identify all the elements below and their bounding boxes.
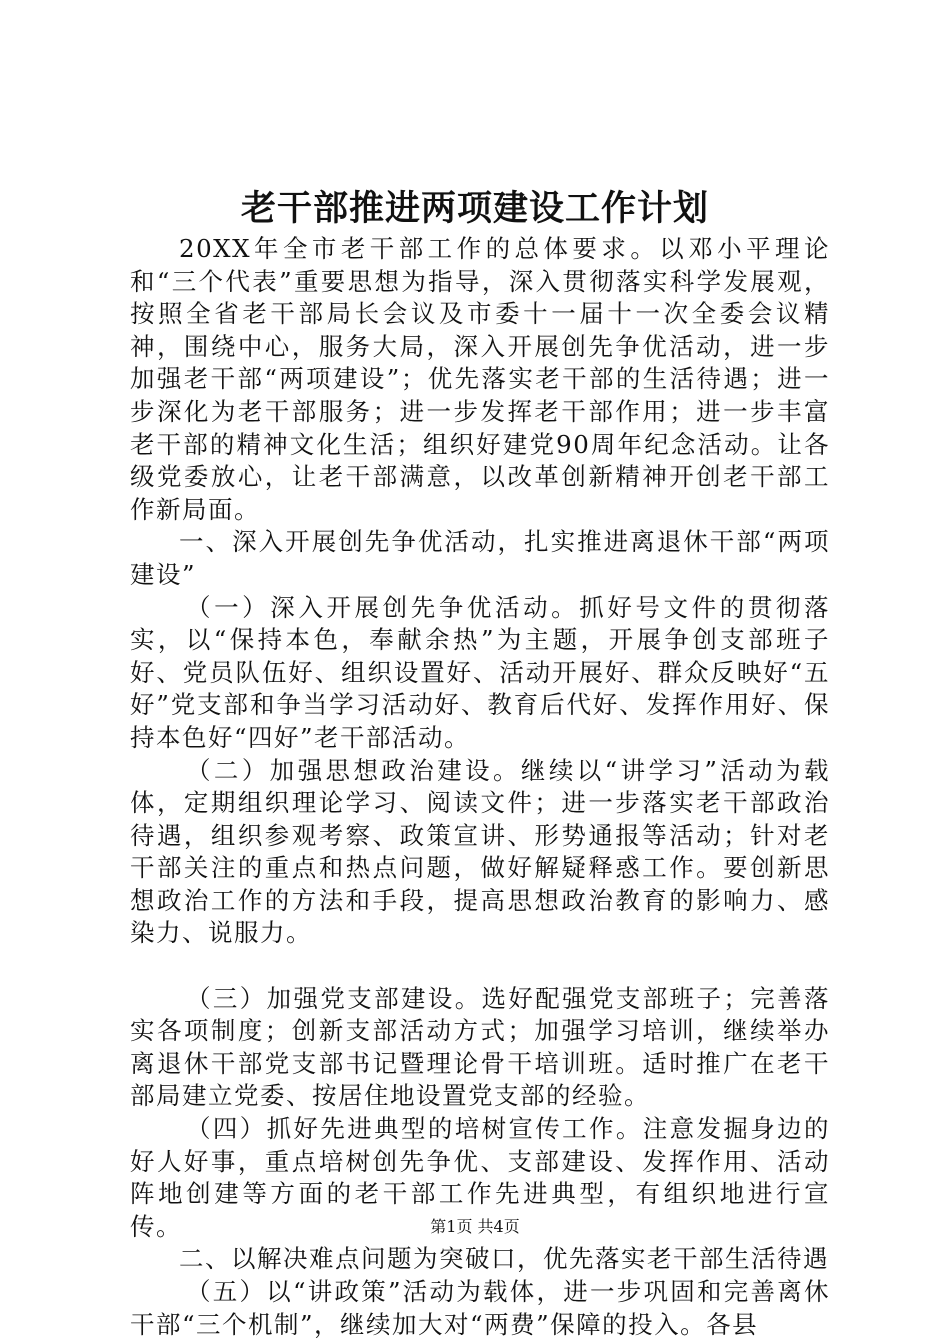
paragraph-gap (130, 950, 830, 983)
paragraph-intro: 20XX年全市老干部工作的总体要求。以邓小平理论和“三个代表”重要思想为指导，深入贯彻落实科学发展观，按照全省老干部局长会议及市委十一届十一次全委会议精神，围绕中心，服务大局，深入开展创先争优活动，进一步加强老干部“两项建设”；优先落实老干部的生活待遇；进一步深化为老干部服务；进一步发挥老干部作用；进一步丰富老干部的精神文化生活；组织好建党90周年纪念活动。让各级党委放心，让老干部满意，以改革创新精神开创老干部工作新局面。 (130, 234, 830, 524)
section-heading-1: 一、深入开展创先争优活动，扎实推进离退休干部“两项建设” (130, 527, 830, 589)
paragraph-item-5: （五）以“讲政策”活动为载体，进一步巩固和完善离休干部“三个机制”，继续加大对“两费”保障的投入。各县 (130, 1277, 830, 1339)
paragraph-item-4: （四）抓好先进典型的培树宣传工作。注意发掘身边的好人好事，重点培树创先争优、支部建设、发挥作用、活动阵地创建等方面的老干部工作先进典型，有组织地进行宣传。 (130, 1114, 830, 1241)
paragraph-item-3: （三）加强党支部建设。选好配强党支部班子；完善落实各项制度；创新支部活动方式；加强学习培训，继续举办离退休干部党支部书记暨理论骨干培训班。适时推广在老干部局建立党委、按居住地设置党支部的经验。 (130, 983, 830, 1111)
document-body (130, 233, 830, 1341)
paragraph-item-1: （一）深入开展创先争优活动。抓好号文件的贯彻落实，以“保持本色，奉献余热”为主题，开展争创支部班子好、党员队伍好、组织设置好、活动开展好、群众反映好“五好”党支部和争当学习活动好、教育后代好、发挥作用好、保持本色好“四好”老干部活动。 (130, 592, 830, 752)
page-footer: 第1页 共4页 (430, 1217, 520, 1236)
section-heading-2: 二、以解决难点问题为突破口，优先落实老干部生活待遇 (179, 1244, 829, 1274)
document-title: 老干部推进两项建设工作计划 (240, 188, 709, 229)
paragraph-item-2: （二）加强思想政治建设。继续以“讲学习”活动为载体，定期组织理论学习、阅读文件；进一步落实老干部政治待遇，组织参观考察、政策宣讲、形势通报等活动；针对老干部关注的重点和热点问题，做好解疑释惑工作。要创新思想政治工作的方法和手段，提高思想政治教育的影响力、感染力、说服力。 (130, 755, 830, 948)
